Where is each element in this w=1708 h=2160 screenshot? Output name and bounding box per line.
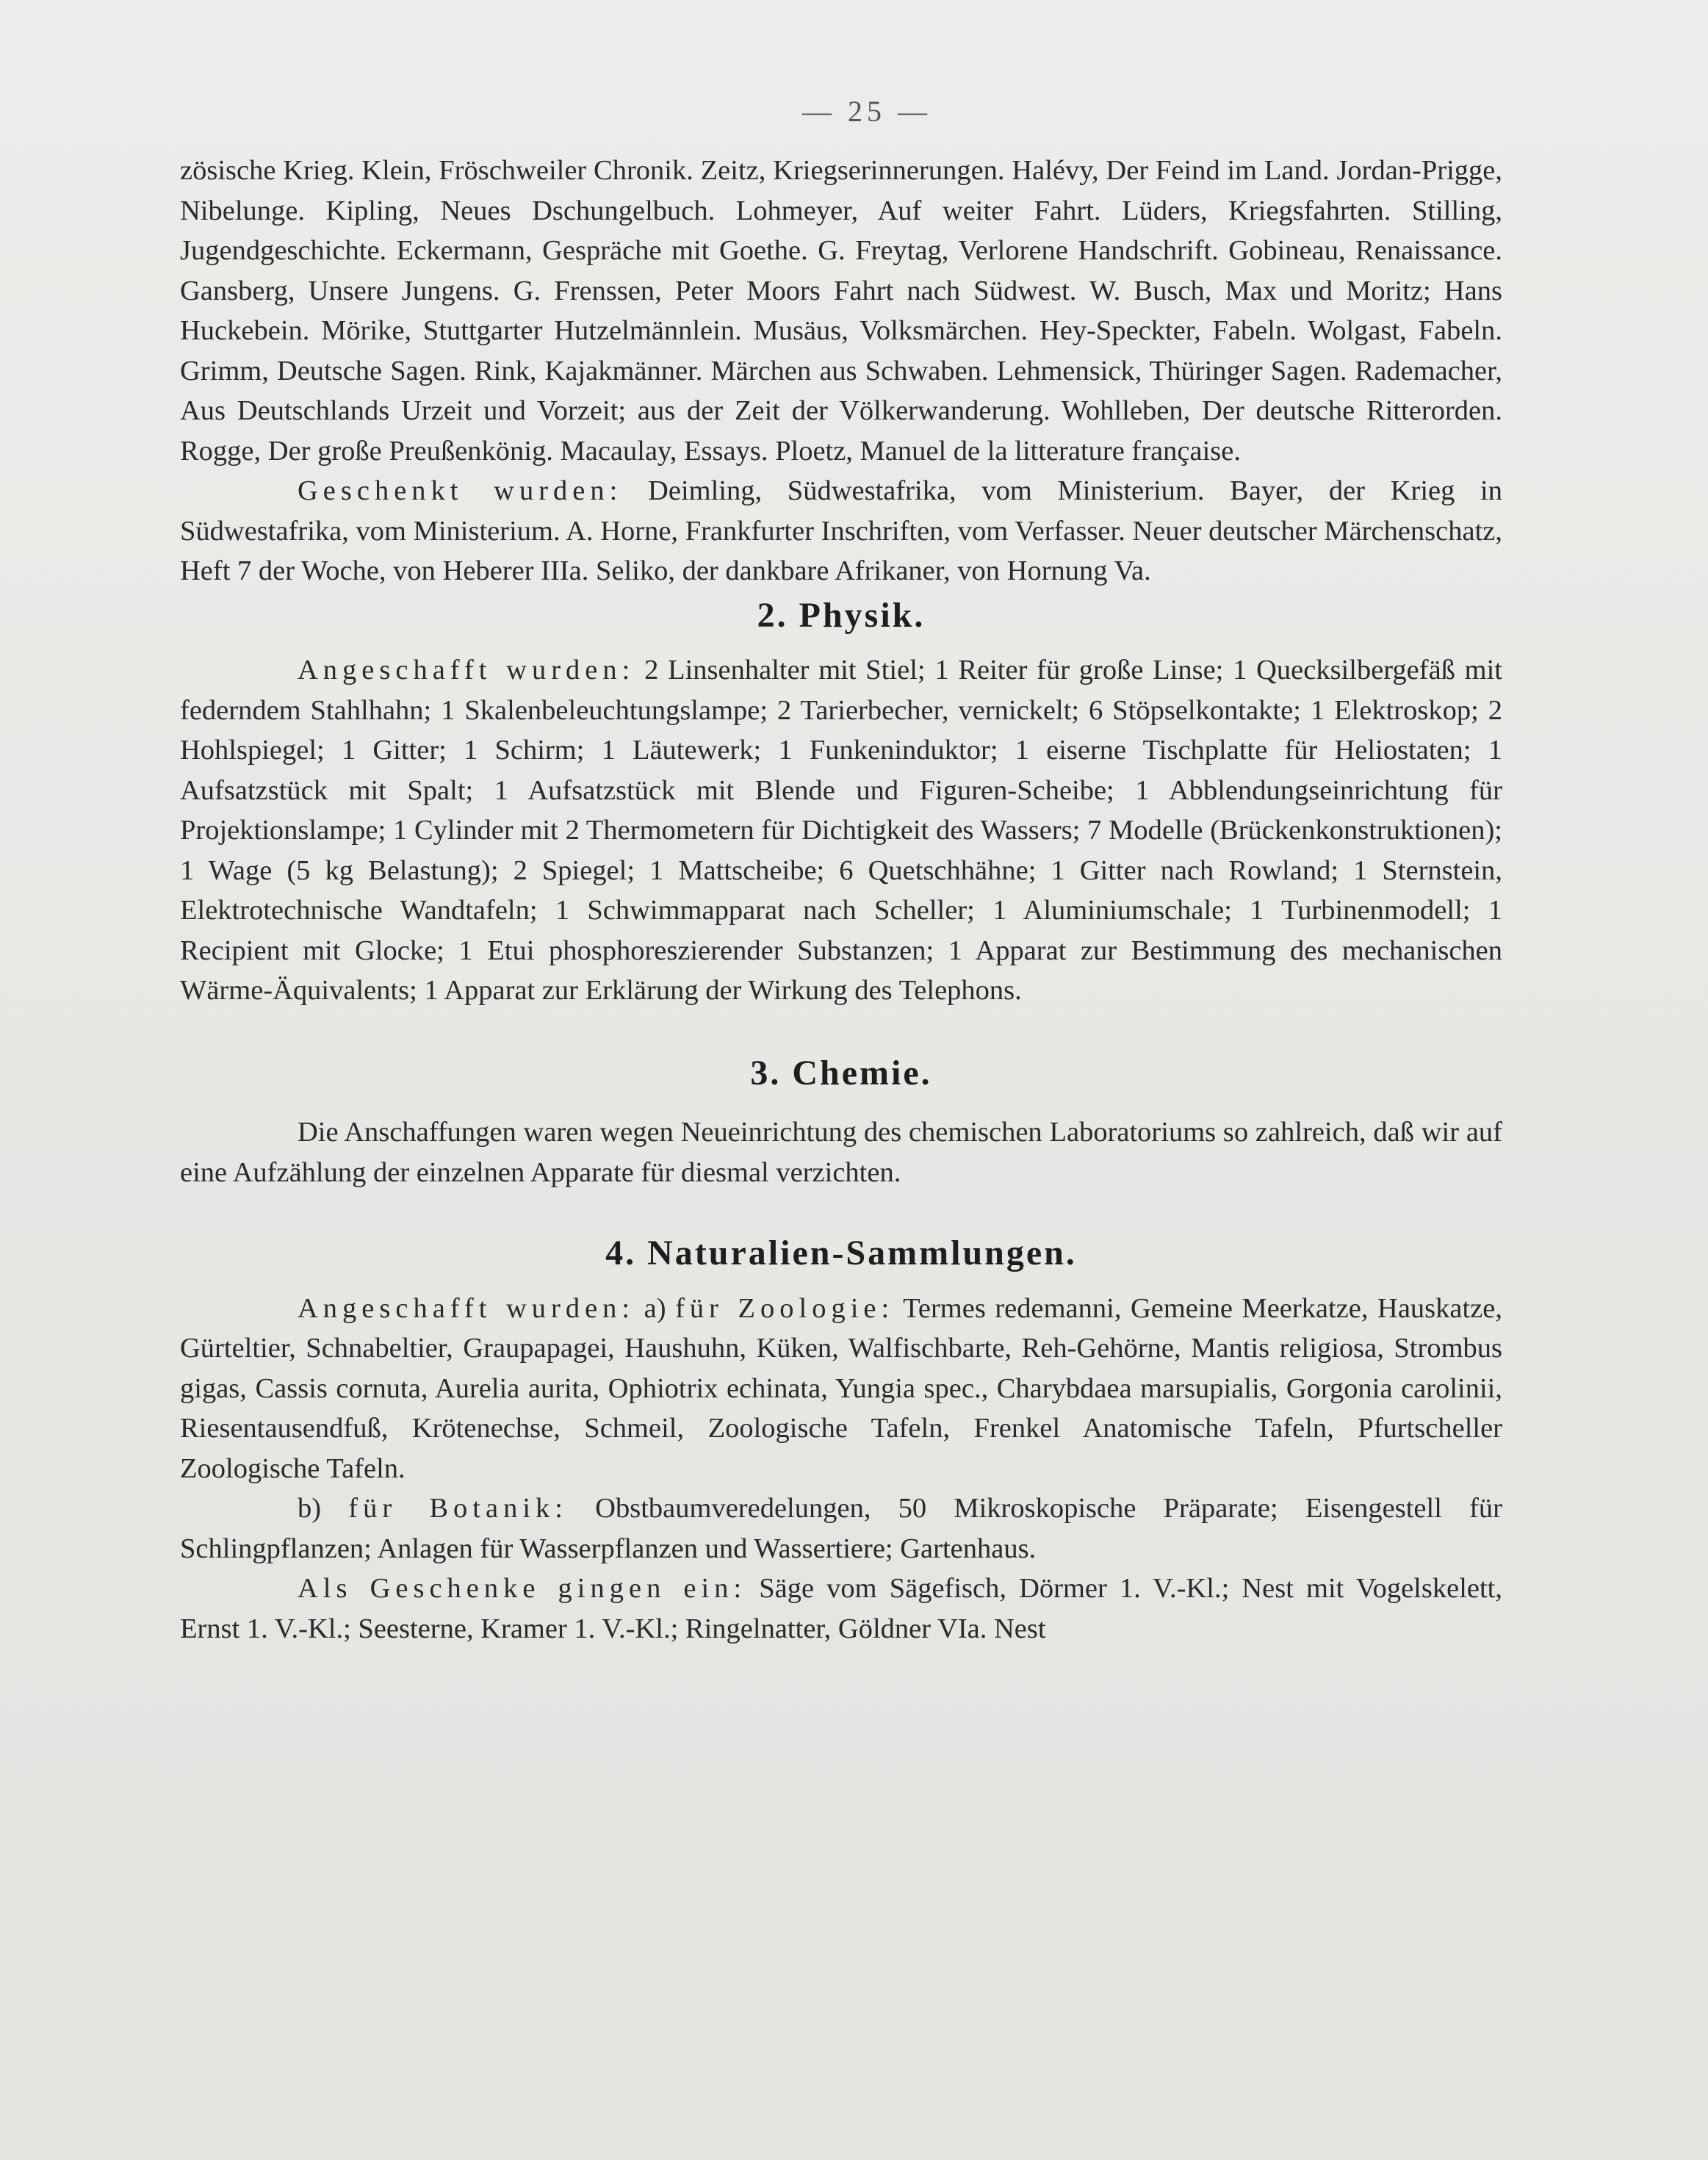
zoologie-paragraph <box>180 1289 1502 1489</box>
botanik-text: Obstbaumveredelungen, 50 Mikroskopische Präparate; Eisengestell für Schlingpflanzen; Anlagen für Wasserpflanzen und Wassertiere; Gartenhaus. <box>180 1493 1503 1564</box>
section-heading-chemie: 3. Chemie. <box>750 1053 932 1092</box>
geschenke-lead: Als Geschenke gingen ein: <box>298 1573 747 1604</box>
chemie-paragraph: Die Anschaffungen waren wegen Neueinrichtung des chemischen Laboratoriums so zahlreich, daß wir auf eine Aufzählung der einzelnen Apparate für diesmal verzichten. <box>180 1117 1502 1188</box>
zoologie-lead: Angeschafft wurden: <box>298 1292 635 1324</box>
physik-paragraph <box>180 650 1502 1011</box>
zoologie-marker: a) <box>635 1292 676 1324</box>
botanik-paragraph <box>180 1488 1502 1569</box>
zoologie-text: Termes redemanni, Gemeine Meerkatze, Hauskatze, Gürteltier, Schnabeltier, Graupapagei, Haushuhn, Küken, Walfischbarte, Reh-Gehörne, Mantis religiosa, Strombus gigas, Cassis cornuta, Aurelia aurita, Ophiotrix echinata, Yungia spec., Charybdaea marsupialis, Gorgonia carolinii, Riesentausendfuß, Krötenechse, Schmeil, Zoologische Tafeln, Frenkel Anatomische Tafeln, Pfurtscheller Zoologische Tafeln. <box>180 1292 1503 1484</box>
geschenke-text: Säge vom Sägefisch, Dörmer 1. V.-Kl.; Nest mit Vogelskelett, Ernst 1. V.-Kl.; Seesterne, Kramer 1. V.-Kl.; Ringelnatter, Göldner VIa. Nest <box>180 1573 1502 1644</box>
physik-text: 2 Linsenhalter mit Stiel; 1 Reiter für große Linse; 1 Quecksilbergefäß mit federndem Stahlhahn; 1 Skalenbeleuchtungslampe; 2 Tarierbecher, vernickelt; 6 Stöpselkontakte; 1 Elektroskop; 2 Hohlspiegel; 1 Gitter; 1 Schirm; 1 Läutewerk; 1 Funkeninduktor; 1 eiserne Tischplatte für Heliostaten; 1 Aufsatzstück mit Spalt; 1 Aufsatzstück mit Blende und Figuren-Scheibe; 1 Abblendungseinrichtung für Projektionslampe; 1 Cylinder mit 2 Thermometern für Dichtigkeit des Wassers; 7 Modelle (Brückenkonstruktionen); 1 Wage (5 kg Belastung); 2 Spiegel; 1 Mattscheibe; 6 Quetschhähne; 1 Gitter nach Rowland; 1 Sternstein, Elektrotechnische Wandtafeln; 1 Schwimmapparat nach Scheller; 1 Aluminiumschale; 1 Turbinenmodell; 1 Recipient mit Glocke; 1 Etui phosphoreszierender Substanzen; 1 Apparat zur Bestimmung des mechanischen Wärme-Äquivalents; 1 Apparat zur Erklärung der Wirkung des Telephons. <box>180 655 1502 1006</box>
gifts-paragraph <box>180 471 1502 591</box>
physik-lead: Angeschafft wurden: <box>298 655 635 685</box>
gifts-text: Deimling, Südwestafrika, vom Ministerium. Bayer, der Krieg in Südwestafrika, vom Ministerium. A. Horne, Frankfurter Inschriften, vom Verfasser. Neuer deutscher Märchenschatz, Heft 7 der Woche, von Heberer IIIa. Seliko, der dankbare Afrikaner, von Hornung Va. <box>180 475 1503 586</box>
page-body <box>180 151 1502 1649</box>
section-heading-physik: 2. Physik. <box>757 595 926 635</box>
section-heading-naturalien: 4. Naturalien-Sammlungen. <box>605 1234 1077 1272</box>
botanik-subheading: für Botanik: <box>348 1493 568 1524</box>
intro-paragraph: zösische Krieg. Klein, Fröschweiler Chronik. Zeitz, Kriegserinnerungen. Halévy, Der Feind im Land. Jordan-Prigge, Nibelunge. Kipling, Neues Dschungelbuch. Lohmeyer, Auf weiter Fahrt. Lüders, Kriegsfahrten. Stilling, Jugendgeschichte. Eckermann, Gespräche mit Goethe. G. Freytag, Verlorene Handschrift. Gobineau, Renaissance. Gansberg, Unsere Jungens. G. Frenssen, Peter Moors Fahrt nach Südwest. W. Busch, Max und Moritz; Hans Huckebein. Mörike, Stuttgarter Hutzelmännlein. Musäus, Volksmärchen. Hey-Speckter, Fabeln. Wolgast, Fabeln. Grimm, Deutsche Sagen. Rink, Kajakmänner. Märchen aus Schwaben. Lehmensick, Thüringer Sagen. Rademacher, Aus Deutschlands Urzeit und Vorzeit; aus der Zeit der Völkerwanderung. Wohlleben, Der deutsche Ritterorden. Rogge, Der große Preußenkönig. Macaulay, Essays. Ploetz, Manuel de la litterature française. <box>180 155 1502 467</box>
geschenke-paragraph <box>180 1569 1502 1649</box>
zoologie-subheading: für Zoologie: <box>675 1292 895 1324</box>
gifts-lead: Geschenkt wurden: <box>298 475 623 506</box>
page-number: — 25 — <box>802 95 932 128</box>
botanik-marker: b) <box>298 1493 349 1524</box>
